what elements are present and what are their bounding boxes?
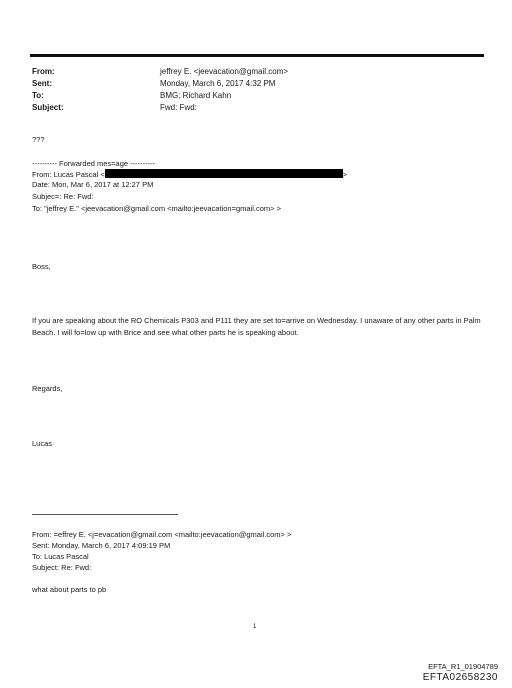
forwarded-subject: Subjec=: Re: Fwd: — [32, 192, 94, 201]
header-from-value: jeffrey E. <jeevacation@gmail.com> — [160, 67, 289, 76]
quoted-body: what about parts to pb — [32, 585, 107, 594]
header-sent-label: Sent: — [32, 79, 52, 88]
body-intro: ??? — [32, 135, 45, 144]
header-from-label: From: — [32, 67, 55, 76]
redaction-block — [105, 169, 343, 178]
message-greeting: Boss, — [32, 262, 51, 271]
quoted-to: To: Lucas Pascal — [32, 552, 89, 561]
header-rule — [30, 54, 484, 57]
message-paragraph: If you are speaking about the RO Chemicals P303 and P111 they are set to=arrive on Wednesday. I unaware of any other parts in Palm Beach. I will fo=low up with Brice and see what other parts he is speaking about. — [32, 316, 481, 337]
forwarded-from — [32, 169, 347, 180]
bates-number-primary: EFTA_R1_01904789 — [428, 662, 498, 671]
forwarded-from-suffix: > — [342, 170, 348, 179]
quoted-sent: Sent: Monday, March 6, 2017 4:09:19 PM — [32, 541, 171, 550]
message-closing: Regards, — [32, 384, 63, 393]
quoted-subject: Subject: Re: Fwd: — [32, 563, 92, 572]
bates-number-secondary: EFTA02658230 — [422, 672, 498, 683]
header-to-label: To: — [32, 91, 44, 100]
message-signature: Lucas — [32, 439, 53, 448]
header-subject-label: Subject: — [32, 103, 64, 112]
forwarded-date: Date: Mon, Mar 6, 2017 at 12:27 PM — [32, 180, 154, 189]
page-number: 1 — [253, 624, 257, 630]
quoted-from: From: =effrey E. <j=evacation@gmail.com <mailto:jeevacation@gmail.com> > — [32, 530, 292, 539]
forwarded-to: To: "jeffrey E." <jeevacation@gmail.com <mailto:jeevacation=gmail.com> > — [32, 204, 281, 213]
header-sent-value: Monday, March 6, 2017 4:32 PM — [160, 79, 276, 88]
forwarded-from-prefix: From: Lucas Pascal < — [32, 170, 105, 179]
quoted-separator-rule — [32, 514, 178, 515]
forwarded-banner: ---------- Forwarded mes=age ---------- — [32, 159, 156, 168]
header-to-value: BMG; Richard Kahn — [160, 91, 232, 100]
header-subject-value: Fwd: Fwd: — [160, 103, 197, 112]
